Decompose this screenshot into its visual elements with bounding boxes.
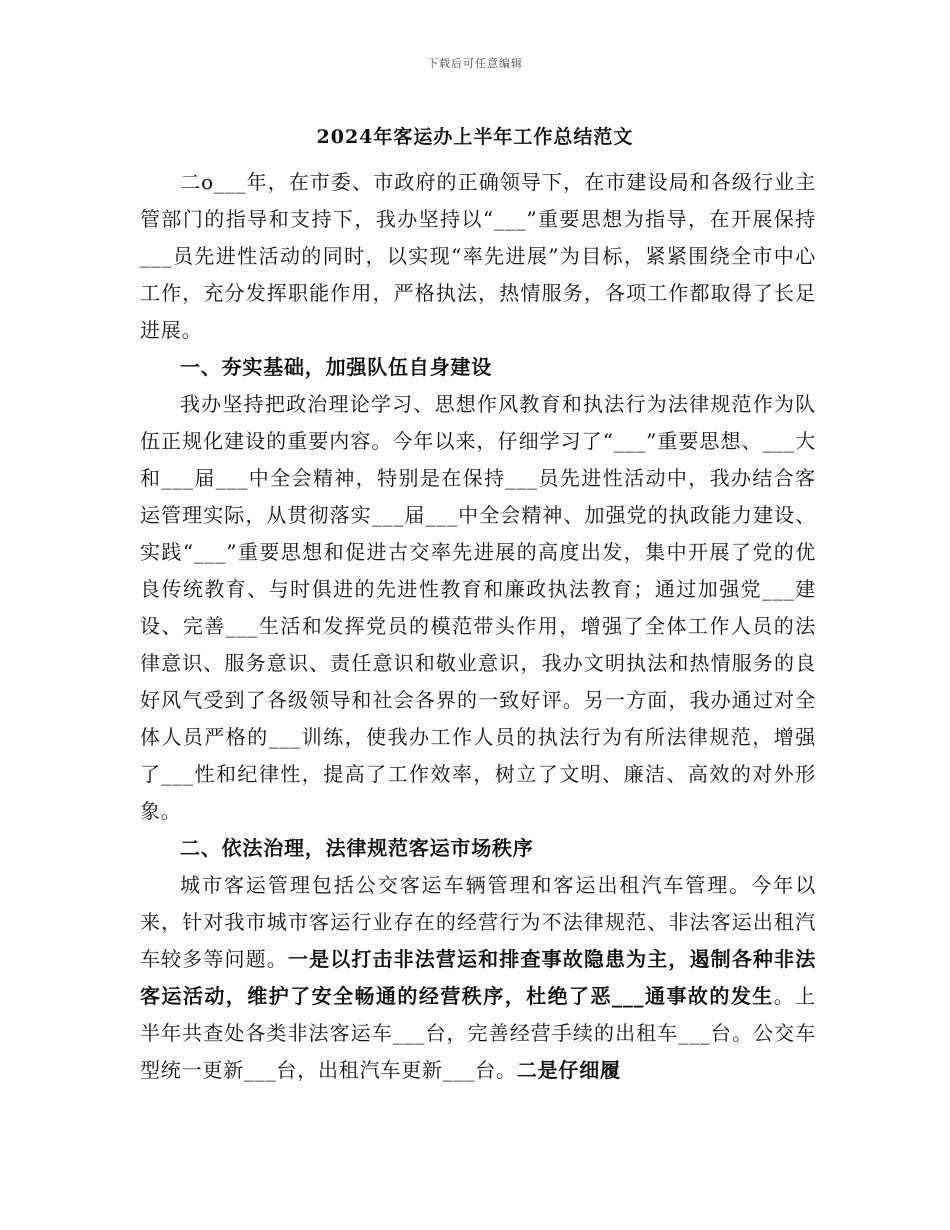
paragraph-bold-text: 一是以打击非法营运和排查事故隐患为主，遏制各种非法客运活动，维护了安全畅通的经营秩序，杜绝了恶___通事故的发生	[140, 947, 816, 1008]
paragraph-intro: 二o___年，在市委、市政府的正确领导下，在市建设局和各级行业主管部门的指导和支持下，我办坚持以“___”重要思想为指导，在开展保持___员先进性活动的同时，以实现“率先进展”为目标，紧紧围绕全市中心工作，充分发挥职能作用，严格执法，热情服务，各项工作都取得了长足进展。	[140, 170, 816, 342]
document-body	[140, 164, 816, 1089]
document-title: 2024年客运办上半年工作总结范文	[316, 126, 634, 148]
paragraph-text: 。上半年共查处各类非法客运车___台，完善经营手续的出租车___台。公交车型统一更新___台，出租汽车更新___台。	[140, 984, 816, 1082]
section-heading-1: 一、夯实基础，加强队伍自身建设	[180, 355, 492, 379]
paragraph-section-1: 我办坚持把政治理论学习、思想作风教育和执法行为法律规范作为队伍正规化建设的重要内容。今年以来，仔细学习了“___”重要思想、___大和___届___中全会精神，特别是在保持___员先进性活动中，我办结合客运管理实际，从贯彻落实___届___中全会精神、加强党的执政能力建设、实践“___”重要思想和促进古交率先进展的高度出发，集中开展了党的优良传统教育、与时俱进的先进性教育和廉政执法教育；通过加强党___建设、完善___生活和发挥党员的模范带头作用，增强了全体工作人员的法律意识、服务意识、责任意识和敬业意识，我办文明执法和热情服务的良好风气受到了各级领导和社会各界的一致好评。另一方面，我办通过对全体人员严格的___训练，使我办工作人员的执法行为有所法律规范，增强了___性和纪律性，提高了工作效率，树立了文明、廉洁、高效的对外形象。	[140, 392, 816, 823]
paragraph-bold-text: 二是仔细履	[516, 1058, 621, 1082]
header-note: 下载后可任意编辑	[427, 57, 523, 70]
paragraph-text: 城市客运管理包括公交客运车辆管理和客运出租汽车管理。今年以来，针对我市城市客运行业存在的经营行为不法律规范、非法客运出租汽车较多等问题。	[140, 873, 816, 971]
section-heading-2: 二、依法治理，法律规范客运市场秩序	[180, 836, 534, 860]
paragraph-section-2	[140, 867, 816, 1089]
